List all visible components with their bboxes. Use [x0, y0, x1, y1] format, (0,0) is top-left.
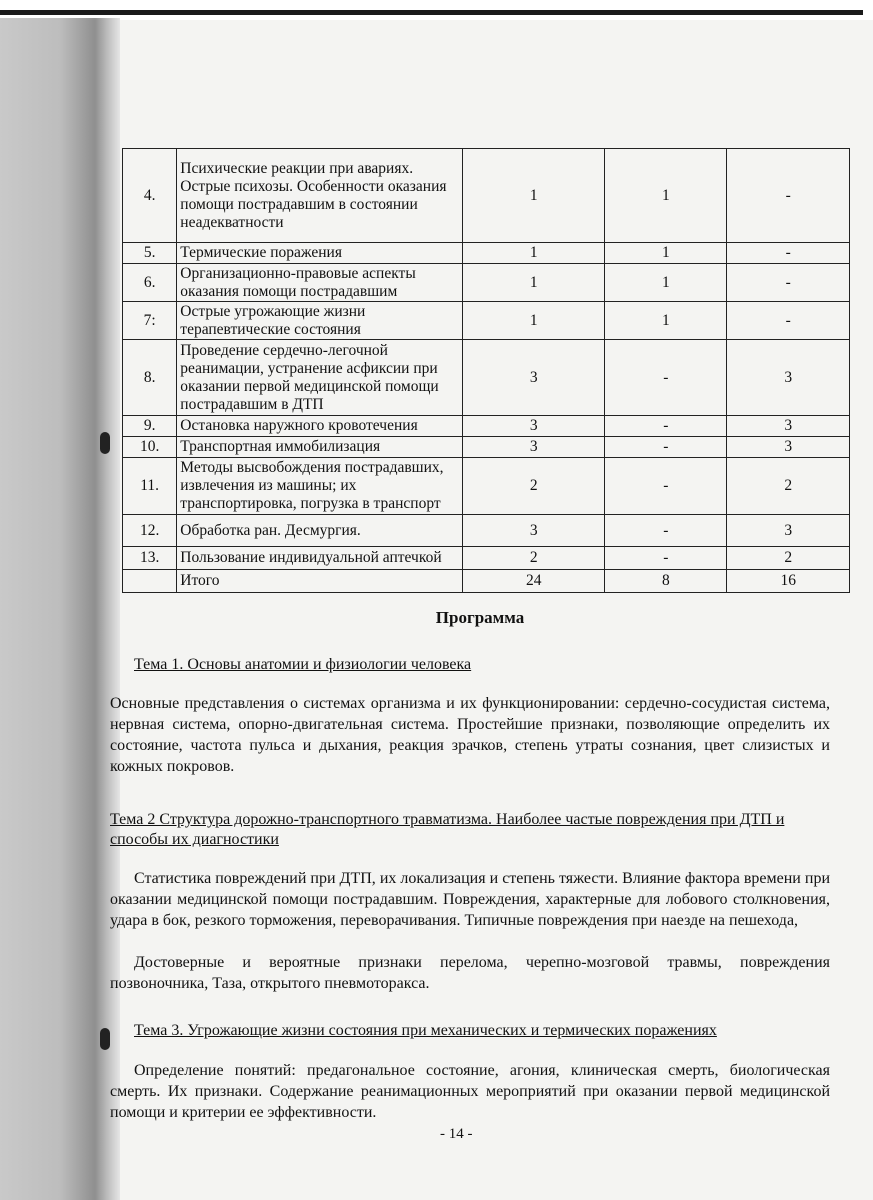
row-total-hours: 3	[463, 416, 605, 437]
row-number: 13.	[123, 547, 177, 570]
row-number: 10.	[123, 437, 177, 458]
total-row-number	[123, 570, 177, 593]
topic-2-title	[110, 810, 838, 850]
row-theory-hours: -	[605, 458, 727, 515]
table-row	[123, 302, 850, 340]
table-row	[123, 458, 850, 515]
table-row	[123, 547, 850, 570]
topic-1-text-content: Основные представления о системах организма и их функционировании: сердечно-сосудистая система, нервная система, опорно-двигательная система. Простейшие признаки, позволяющие определить их состояние, частота пульса и дыхания, реакция зрачков, степень утраты сознания, цвет слизистых и кожных покровов.	[110, 695, 830, 775]
row-total-hours: 3	[463, 340, 605, 416]
row-topic: Транспортная иммобилизация	[177, 437, 463, 458]
row-theory-hours: -	[605, 547, 727, 570]
punch-hole	[100, 1028, 110, 1050]
topic-2-text-1-content: Статистика повреждений при ДТП, их локализация и степень тяжести. Влияние фактора времени при оказании медицинской помощи пострадавшим. Повреждения, характерные для лобового столкновения, удара в бок, резкого торможения, переворачивания. Типичные повреждения при наезде на пешехода,	[110, 870, 830, 929]
row-topic: Организационно-правовые аспекты оказания помощи пострадавшим	[177, 264, 463, 302]
row-practice-hours: 3	[727, 340, 850, 416]
row-number: 5.	[123, 243, 177, 264]
row-practice-hours: -	[727, 264, 850, 302]
row-theory-hours: 1	[605, 149, 727, 243]
row-total-hours: 2	[463, 458, 605, 515]
row-topic: Остановка наружного кровотечения	[177, 416, 463, 437]
total-theory-hours: 8	[605, 570, 727, 593]
row-theory-hours: 1	[605, 243, 727, 264]
scan-top-border	[0, 0, 873, 20]
row-number: 12.	[123, 515, 177, 547]
curriculum-table	[122, 148, 850, 593]
topic-2-text-2	[110, 952, 830, 994]
table-row	[123, 264, 850, 302]
row-practice-hours: -	[727, 302, 850, 340]
punch-hole	[100, 432, 110, 454]
row-theory-hours: -	[605, 416, 727, 437]
row-practice-hours: -	[727, 149, 850, 243]
row-total-hours: 1	[463, 243, 605, 264]
topic-3-text-content: Определение понятий: предагональное состояние, агония, клиническая смерть, биологическая смерть. Их признаки. Содержание реанимационных мероприятий при оказании первой медицинской помощи и критерии ее эффективности.	[110, 1062, 830, 1121]
row-total-hours: 1	[463, 264, 605, 302]
topic-2-text-2-content: Достоверные и вероятные признаки перелома, черепно-мозговой травмы, повреждения позвоночника, Таза, открытого пневмоторакса.	[110, 954, 830, 992]
row-topic: Психические реакции при авариях. Острые психозы. Особенности оказания помощи пострадавшим в состоянии неадекватности	[177, 149, 463, 243]
row-topic: Методы высвобождения пострадавших, извлечения из машины; их транспортировка, погрузка в транспорт	[177, 458, 463, 515]
total-hours: 24	[463, 570, 605, 593]
row-practice-hours: 3	[727, 437, 850, 458]
topic-3-title: Тема 3. Угрожающие жизни состояния при механических и термических поражениях	[134, 1022, 717, 1039]
row-number: 9.	[123, 416, 177, 437]
row-topic: Термические поражения	[177, 243, 463, 264]
program-heading: Программа	[435, 608, 525, 627]
topic-2-text-1	[110, 868, 830, 931]
table-row	[123, 243, 850, 264]
row-theory-hours: -	[605, 515, 727, 547]
table-row	[123, 340, 850, 416]
table-total-row	[123, 570, 850, 593]
row-total-hours: 1	[463, 302, 605, 340]
total-practice-hours: 16	[727, 570, 850, 593]
binding-shadow	[0, 18, 120, 1200]
row-total-hours: 1	[463, 149, 605, 243]
row-practice-hours: 2	[727, 547, 850, 570]
row-theory-hours: -	[605, 437, 727, 458]
topic-2-title-text: Тема 2 Структура дорожно-транспортного травматизма. Наиболее частые повреждения при ДТП и способы их диагностики	[110, 811, 785, 848]
row-number: 8.	[123, 340, 177, 416]
table-row	[123, 149, 850, 243]
document-page	[110, 20, 850, 1190]
topic-3-text	[110, 1060, 830, 1123]
row-practice-hours: 2	[727, 458, 850, 515]
topic-1-title: Тема 1. Основы анатомии и физиологии человека	[134, 656, 472, 673]
row-total-hours: 3	[463, 437, 605, 458]
row-theory-hours: 1	[605, 264, 727, 302]
row-topic: Проведение сердечно-легочной реанимации, устранение асфиксии при оказании первой медицинской помощи пострадавшим в ДТП	[177, 340, 463, 416]
table-row	[123, 515, 850, 547]
row-topic: Пользование индивидуальной аптечкой	[177, 547, 463, 570]
row-total-hours: 3	[463, 515, 605, 547]
row-practice-hours: 3	[727, 416, 850, 437]
row-number: 4.	[123, 149, 177, 243]
table-row	[123, 416, 850, 437]
row-total-hours: 2	[463, 547, 605, 570]
row-topic: Обработка ран. Десмургия.	[177, 515, 463, 547]
row-topic: Острые угрожающие жизни терапевтические состояния	[177, 302, 463, 340]
row-number: 6.	[123, 264, 177, 302]
row-number: 7:	[123, 302, 177, 340]
row-theory-hours: 1	[605, 302, 727, 340]
topic-1-text	[110, 693, 830, 777]
table-row	[123, 437, 850, 458]
row-practice-hours: -	[727, 243, 850, 264]
page-number: - 14 -	[440, 1126, 473, 1142]
row-practice-hours: 3	[727, 515, 850, 547]
row-theory-hours: -	[605, 340, 727, 416]
row-number: 11.	[123, 458, 177, 515]
total-label: Итого	[177, 570, 463, 593]
